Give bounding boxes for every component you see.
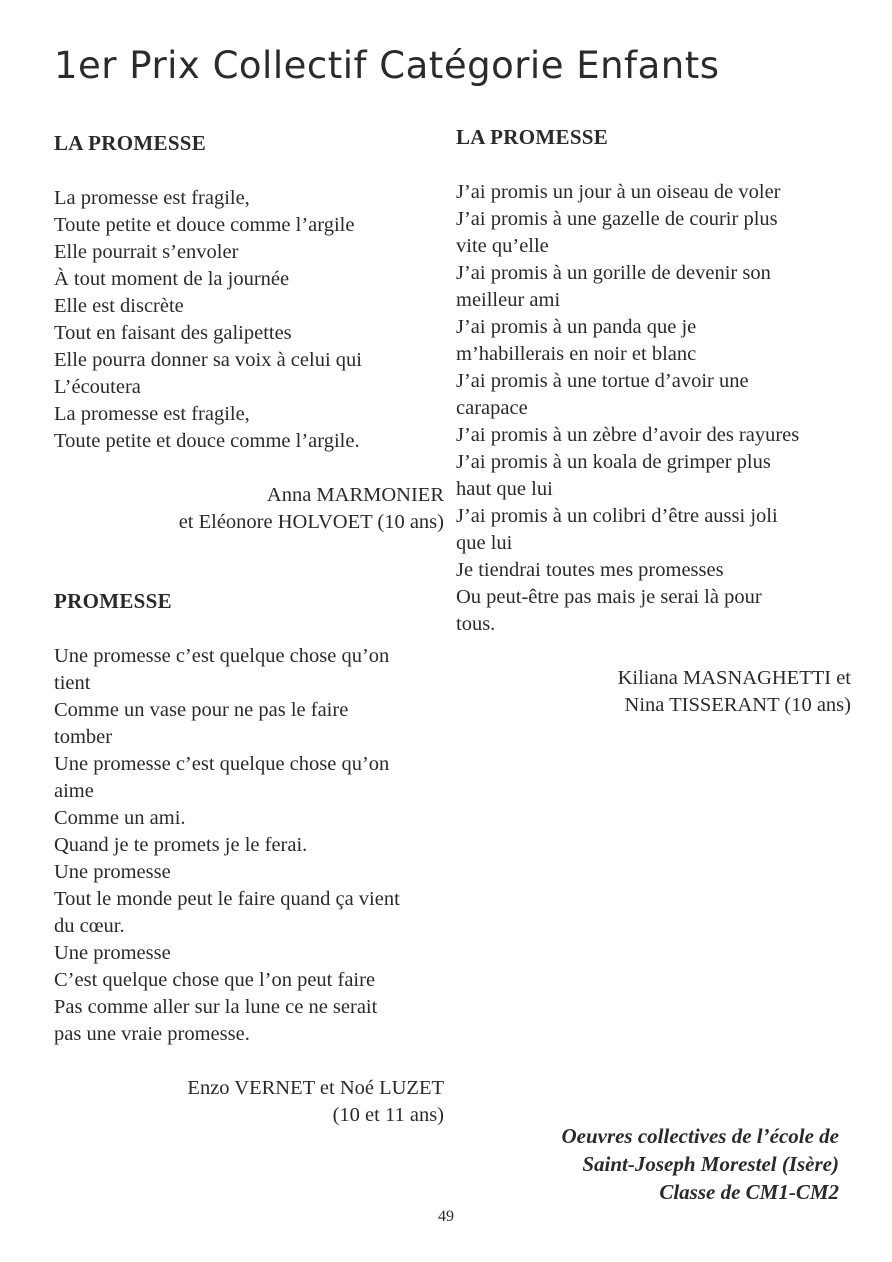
poem-body — [54, 643, 444, 1048]
poem-la-promesse-1 — [54, 128, 444, 536]
poem-line: À tout moment de la journée — [54, 268, 290, 290]
poem-line: La promesse est fragile, — [54, 403, 250, 425]
poem-author — [54, 1075, 444, 1129]
poem-line: tomber — [54, 726, 113, 748]
poem-line: J’ai promis à un gorille de devenir son — [456, 262, 771, 284]
credit-line: Saint-Joseph Morestel (Isère) — [582, 1152, 839, 1176]
poem-line: Pas comme aller sur la lune ce ne serait — [54, 996, 378, 1018]
author-line: (10 et 11 ans) — [332, 1104, 444, 1126]
poem-line: J’ai promis à un colibri d’être aussi joli — [456, 505, 778, 527]
poem-line: m’habillerais en noir et blanc — [456, 343, 697, 365]
poem-line: J’ai promis à un koala de grimper plus — [456, 451, 771, 473]
poem-line: tous. — [456, 613, 496, 635]
author-line: Nina TISSERANT (10 ans) — [624, 694, 851, 716]
poem-line: J’ai promis à une gazelle de courir plus — [456, 208, 778, 230]
poem-line: Toute petite et douce comme l’argile. — [54, 430, 360, 452]
right-column — [456, 122, 851, 719]
poem-line: J’ai promis à une tortue d’avoir une — [456, 370, 749, 392]
author-line: Anna MARMONIER — [266, 484, 444, 506]
poem-line: Une promesse c’est quelque chose qu’on — [54, 645, 390, 667]
poem-line: Tout en faisant des galipettes — [54, 322, 292, 344]
poem-la-promesse-2 — [456, 122, 851, 719]
poem-line: pas une vraie promesse. — [54, 1023, 250, 1045]
poem-line: du cœur. — [54, 915, 125, 937]
author-line: Enzo VERNET et Noé LUZET — [187, 1077, 444, 1099]
poem-line: haut que lui — [456, 478, 553, 500]
poem-line: vite qu’elle — [456, 235, 549, 257]
poem-line: Comme un vase pour ne pas le faire — [54, 699, 349, 721]
poem-line: Je tiendrai toutes mes promesses — [456, 559, 724, 581]
poem-line: Toute petite et douce comme l’argile — [54, 214, 355, 236]
credit-line: Oeuvres collectives de l’école de — [561, 1124, 839, 1148]
poem-body — [456, 179, 851, 638]
poem-line: Une promesse — [54, 861, 171, 883]
poem-line: Comme un ami. — [54, 807, 186, 829]
poem-title: LA PROMESSE — [456, 125, 609, 149]
poem-line: Ou peut-être pas mais je serai là pour — [456, 586, 762, 608]
author-line: Kiliana MASNAGHETTI et — [617, 667, 851, 689]
poem-line: Une promesse c’est quelque chose qu’on — [54, 753, 390, 775]
poem-author — [54, 482, 444, 536]
poem-line: C’est quelque chose que l’on peut faire — [54, 969, 376, 991]
poem-line: Elle est discrète — [54, 295, 184, 317]
poem-author — [456, 665, 851, 719]
poem-line: Elle pourrait s’envoler — [54, 241, 239, 263]
credit-line: Classe de CM1-CM2 — [659, 1180, 839, 1204]
poem-title: LA PROMESSE — [54, 131, 207, 155]
poem-line: que lui — [456, 532, 513, 554]
page-number: 49 — [438, 1208, 454, 1225]
page-title: 1er Prix Collectif Catégorie Enfants — [54, 44, 720, 87]
collective-credit — [561, 1122, 839, 1206]
poem-line: Elle pourra donner sa voix à celui qui — [54, 349, 362, 371]
author-line: et Eléonore HOLVOET (10 ans) — [178, 511, 444, 533]
poem-line: Une promesse — [54, 942, 171, 964]
poem-line: Tout le monde peut le faire quand ça vient — [54, 888, 400, 910]
poem-body — [54, 185, 444, 455]
poem-line: La promesse est fragile, — [54, 187, 250, 209]
poem-line: L’écoutera — [54, 376, 141, 398]
poem-line: J’ai promis à un zèbre d’avoir des rayures — [456, 424, 800, 446]
poem-line: meilleur ami — [456, 289, 561, 311]
poem-promesse — [54, 586, 444, 1129]
poem-line: J’ai promis un jour à un oiseau de voler — [456, 181, 781, 203]
poem-title: PROMESSE — [54, 589, 172, 613]
poem-line: Quand je te promets je le ferai. — [54, 834, 308, 856]
poem-line: aime — [54, 780, 94, 802]
left-column — [54, 128, 444, 1129]
poem-line: J’ai promis à un panda que je — [456, 316, 697, 338]
poem-line: tient — [54, 672, 91, 694]
poem-line: carapace — [456, 397, 528, 419]
